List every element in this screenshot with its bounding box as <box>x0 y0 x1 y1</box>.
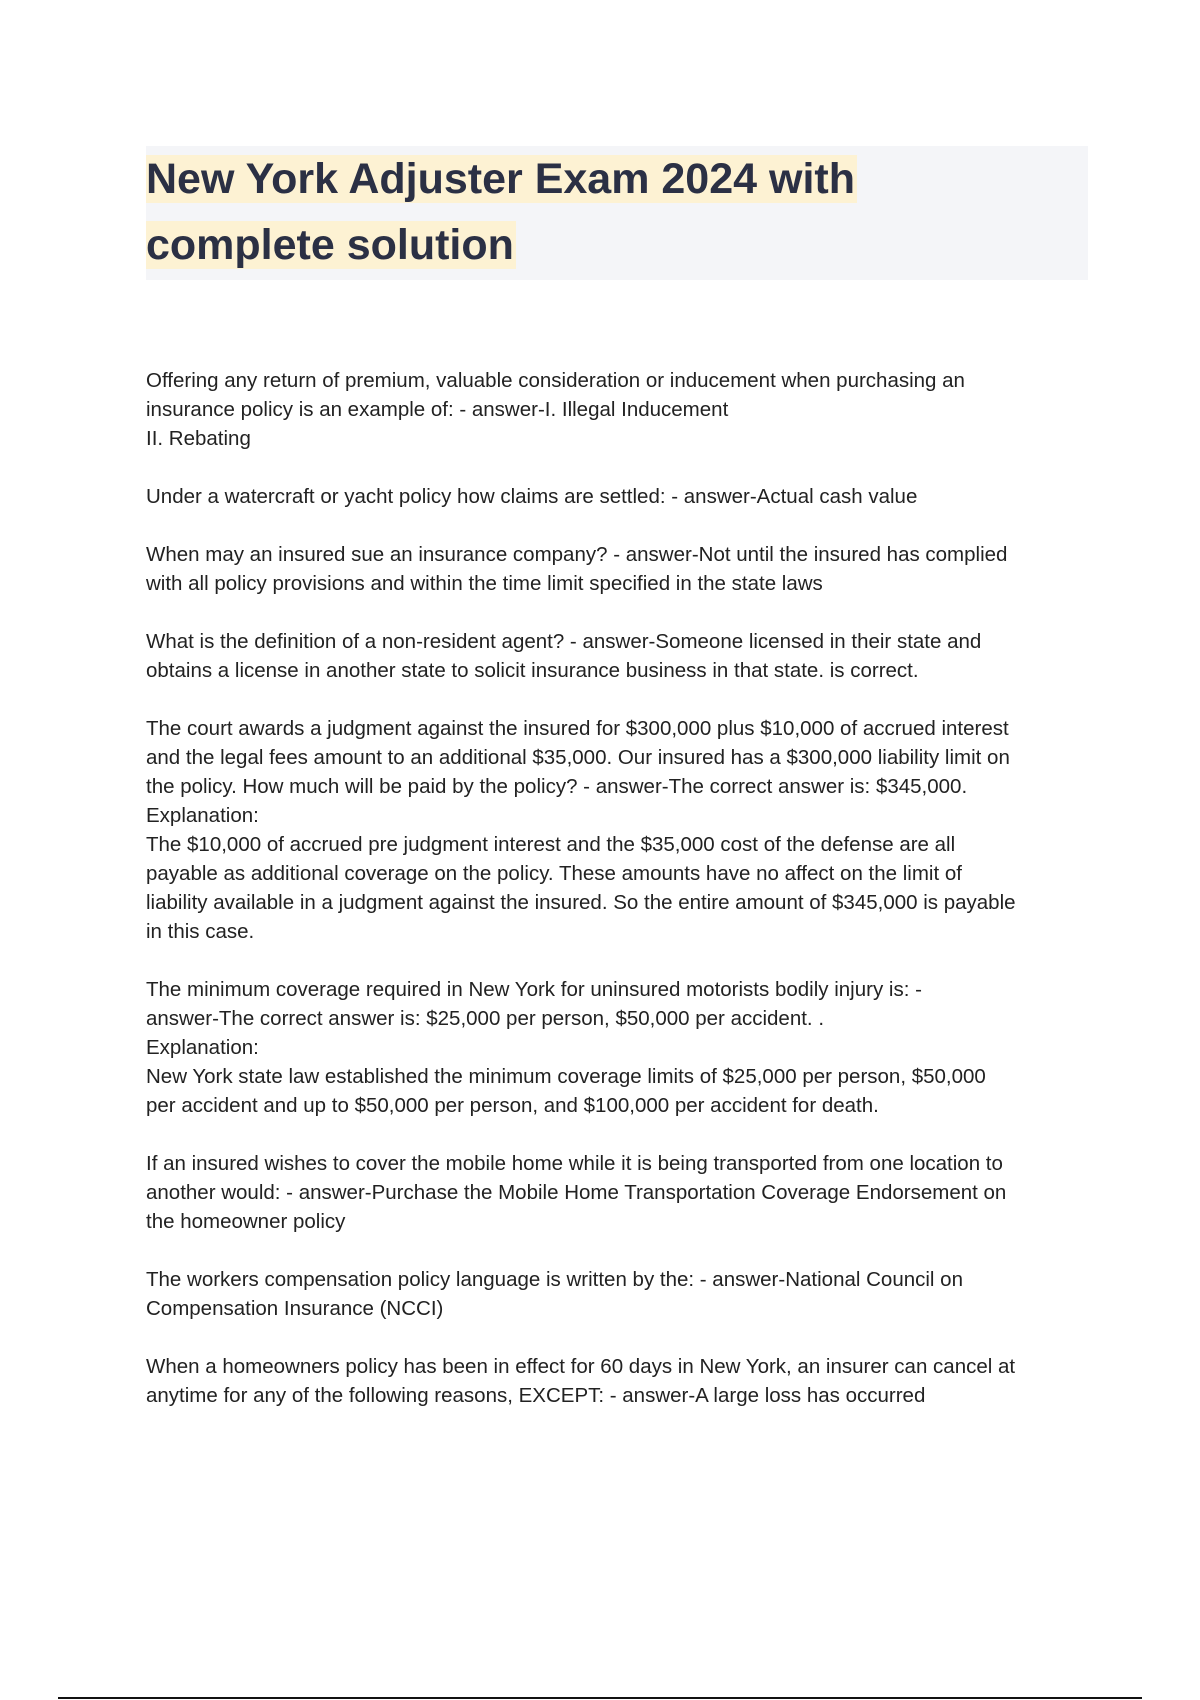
qa-item-line: The $10,000 of accrued pre judgment interest and the $35,000 cost of the defense are all <box>146 833 956 856</box>
document-title-line: complete solution <box>146 221 514 269</box>
qa-item-line: The workers compensation policy language is written by the: - answer-National Council on <box>146 1268 963 1291</box>
qa-item <box>146 714 1096 946</box>
qa-item-line: Under a watercraft or yacht policy how claims are settled: - answer-Actual cash value <box>146 485 918 508</box>
qa-item-line: Explanation: <box>146 1036 259 1059</box>
qa-item-line: When a homeowners policy has been in effect for 60 days in New York, an insurer can cancel at <box>146 1355 1016 1378</box>
qa-list <box>146 366 1096 1439</box>
footer-divider <box>58 1697 1142 1699</box>
qa-item <box>146 975 1096 1120</box>
qa-item-line: When may an insured sue an insurance company? - answer-Not until the insured has complied <box>146 543 1008 566</box>
qa-item-line: liability available in a judgment against the insured. So the entire amount of $345,000 is payable <box>146 891 1016 914</box>
qa-item-line: payable as additional coverage on the policy. These amounts have no affect on the limit of <box>146 862 962 885</box>
qa-item-line: and the legal fees amount to an additional $35,000. Our insured has a $300,000 liability limit on <box>146 746 1010 769</box>
qa-item-line: another would: - answer-Purchase the Mobile Home Transportation Coverage Endorsement on <box>146 1181 1007 1204</box>
qa-item-line: Offering any return of premium, valuable consideration or inducement when purchasing an <box>146 369 965 392</box>
qa-item-line: II. Rebating <box>146 427 251 450</box>
qa-item-line: with all policy provisions and within the time limit specified in the state laws <box>146 572 823 595</box>
qa-item <box>146 1352 1096 1410</box>
qa-item-line: Explanation: <box>146 804 259 827</box>
qa-item-line: obtains a license in another state to solicit insurance business in that state. is correct. <box>146 659 919 682</box>
qa-item-line: anytime for any of the following reasons, EXCEPT: - answer-A large loss has occurred <box>146 1384 926 1407</box>
qa-item-line: Compensation Insurance (NCCI) <box>146 1297 444 1320</box>
qa-item <box>146 1149 1096 1236</box>
qa-item-line: If an insured wishes to cover the mobile home while it is being transported from one location to <box>146 1152 1003 1175</box>
document-title <box>146 146 1088 278</box>
qa-item-line: answer-The correct answer is: $25,000 per person, $50,000 per accident. . <box>146 1007 825 1030</box>
qa-item-line: in this case. <box>146 920 255 943</box>
qa-item <box>146 540 1096 598</box>
qa-item-line: New York state law established the minimum coverage limits of $25,000 per person, $50,000 <box>146 1065 986 1088</box>
qa-item-line: the homeowner policy <box>146 1210 346 1233</box>
qa-item <box>146 1265 1096 1323</box>
qa-item-line: the policy. How much will be paid by the policy? - answer-The correct answer is: $345,000. <box>146 775 968 798</box>
qa-item-line: What is the definition of a non-resident agent? - answer-Someone licensed in their state and <box>146 630 982 653</box>
qa-item-line: The minimum coverage required in New York for uninsured motorists bodily injury is: - <box>146 978 922 1001</box>
title-block <box>146 146 1088 280</box>
qa-item <box>146 627 1096 685</box>
qa-item-line: The court awards a judgment against the insured for $300,000 plus $10,000 of accrued interest <box>146 717 1009 740</box>
qa-item-line: per accident and up to $50,000 per person, and $100,000 per accident for death. <box>146 1094 879 1117</box>
qa-item <box>146 482 1096 511</box>
qa-item-line: insurance policy is an example of: - answer-I. Illegal Inducement <box>146 398 729 421</box>
qa-item <box>146 366 1096 453</box>
document-title-line: New York Adjuster Exam 2024 with <box>146 155 855 203</box>
